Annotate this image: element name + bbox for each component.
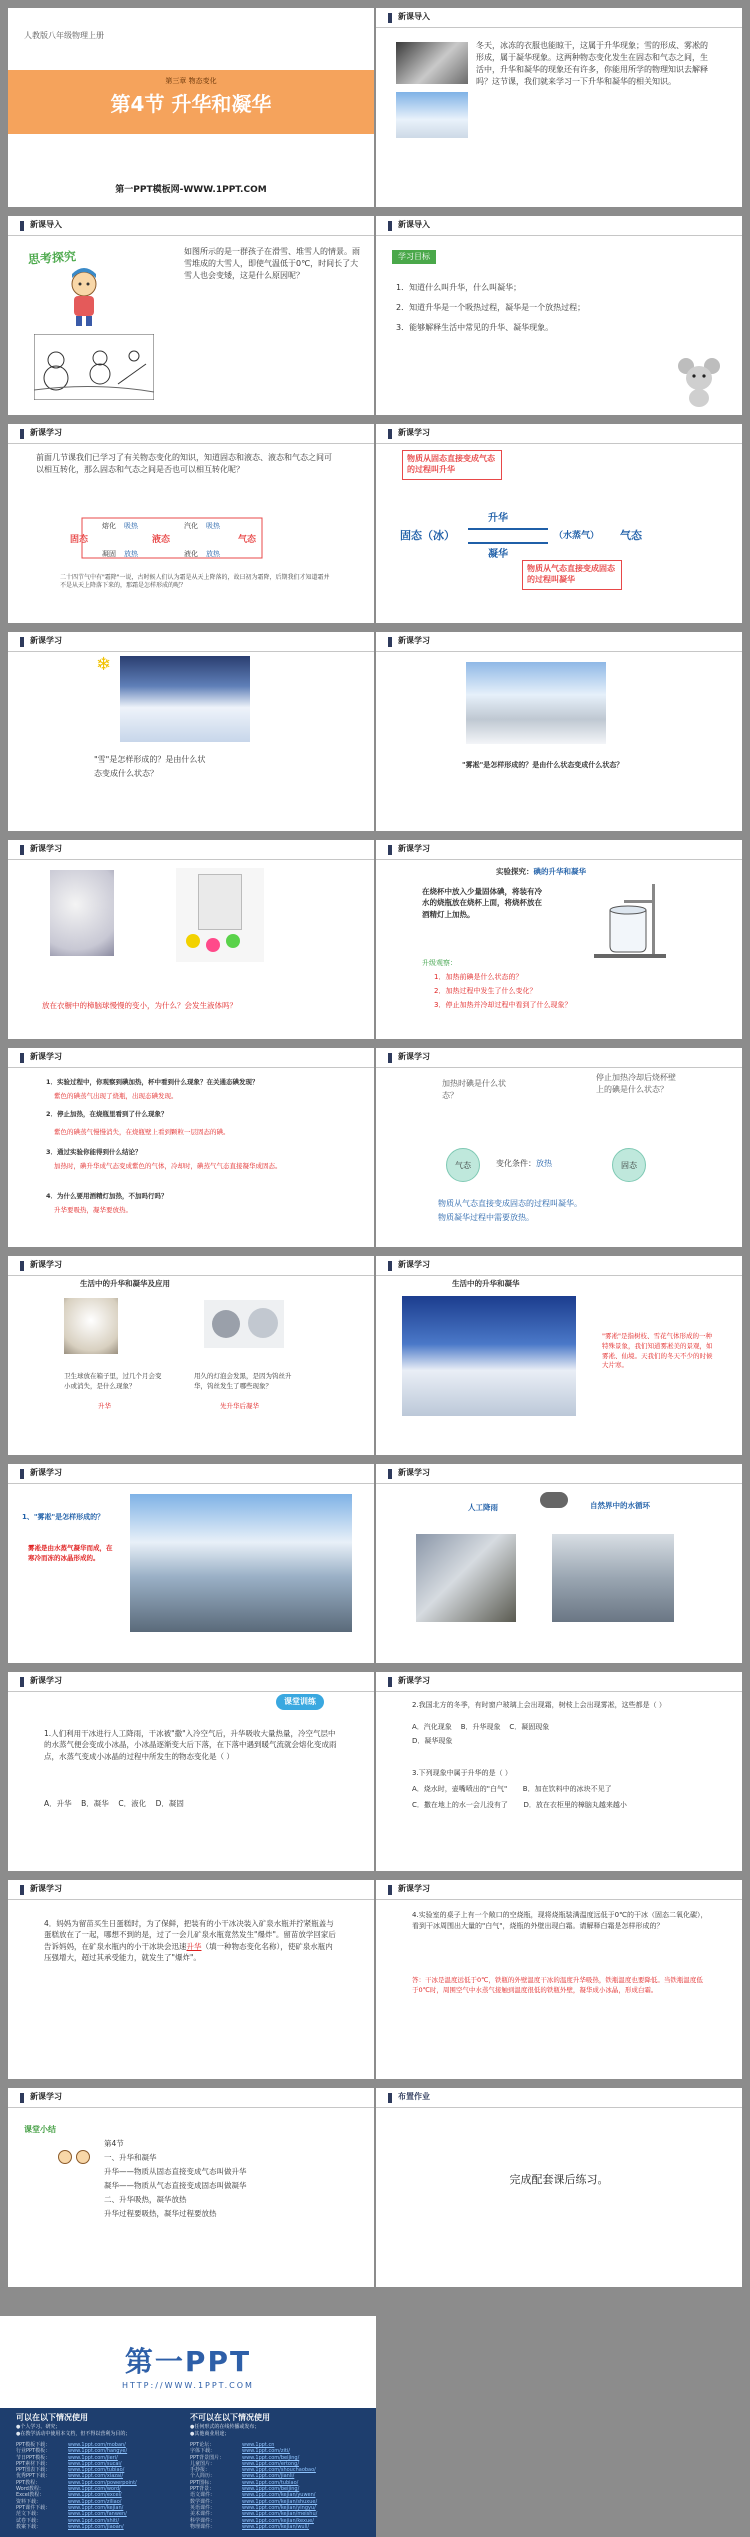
sublimation-arrow-label: 升华: [488, 513, 508, 524]
slide-header: 新课学习: [376, 1880, 742, 1900]
link-label: 试卷下载：: [16, 2517, 42, 2524]
link-url[interactable]: www.1ppt.com/tubiao/: [68, 2467, 125, 2474]
exp-q2: 2．停止加热，在烧瓶里看到了什么现象？: [46, 1110, 168, 1118]
homework-text: 完成配套课后练习。: [509, 2173, 609, 2186]
mothball-answer: 升华: [98, 1402, 111, 1410]
links-left-list: [16, 2442, 186, 2530]
rime-trees-photo: [402, 1296, 576, 1416]
snowman-text: 如图所示的是一群孩子在滑雪、堆雪人的情景。雨雪堆成的大雪人，即使气温低于0℃，时间长了大雪人也会变矮，这是什么原因呢？: [184, 247, 360, 280]
slide-header: 新课学习: [376, 1048, 742, 1068]
cartoon-kid-icon: [60, 268, 108, 328]
artificial-rain-label: 人工降雨: [468, 1503, 498, 1512]
goal-2: 2．知道升华是一个吸热过程，凝华是一个放热过程；: [396, 303, 586, 312]
can-use-line-1: ●个人学习、研究；: [16, 2424, 61, 2430]
exercise-3-options-a: A．烧水时，壶嘴喷出的"白气" B．加在饮料中的冰块不见了: [412, 1785, 612, 1793]
slide-copyright: [0, 2316, 376, 2537]
slide-header: 新课导入: [8, 216, 374, 236]
link-url[interactable]: www.1ppt.com/sucai/: [68, 2460, 122, 2467]
mothball-bag-photo: [50, 870, 114, 956]
iodine-apparatus: [584, 880, 674, 960]
link-url[interactable]: www.1ppt.com/shouchaobao/: [242, 2467, 316, 2474]
link-url[interactable]: www.1ppt.com/kejian/wuli/: [242, 2523, 310, 2530]
exp-q1: 1．实验过程中，你观察到碘加热，杯中看到什么现象？在关通态碘发现？: [46, 1078, 259, 1086]
link-row: [190, 2524, 370, 2530]
summary-line-1: 第4节: [104, 2139, 124, 2148]
snow-forest-photo: [120, 656, 250, 742]
slide-header: 新课学习: [8, 1256, 374, 1276]
summary-line-2: 一、升华和凝华: [104, 2153, 157, 2162]
link-label: 科学课件：: [190, 2517, 216, 2524]
link-url[interactable]: www.1ppt.com/kejian/yingyu/: [242, 2504, 316, 2511]
title-banner: [8, 70, 374, 134]
exercise-1-options: A．升华 B．凝华 C．液化 D．凝固: [44, 1799, 184, 1808]
slide-header: 布置作业: [376, 2088, 742, 2108]
link-url[interactable]: www.1ppt.cn: [242, 2442, 275, 2448]
solid-bubble: 固态: [612, 1148, 646, 1182]
link-url[interactable]: www.1ppt.com/kejian/shuxue/: [242, 2498, 318, 2505]
link-label: 优秀PPT下载：: [16, 2473, 51, 2480]
rime-river-photo: [130, 1494, 352, 1632]
mothball-question: 放在衣橱中的樟脑球慢慢的变小，为什么？会发生液体吗？: [42, 1001, 237, 1010]
liquefy-label: 液化: [184, 550, 198, 558]
exercise-2-text: 2.我国北方的冬季，有时窗户玻璃上会出现霜，树枝上会出现雾凇，这些都是（ ）: [412, 1701, 666, 1709]
usage-panel: [0, 2408, 376, 2537]
water-cycle-photo: [552, 1534, 674, 1622]
snow-question-1: "雪"是怎样形成的？是由什么状: [94, 755, 206, 764]
link-label: PPT素材下载：: [16, 2460, 51, 2467]
link-url[interactable]: www.1ppt.com/ziliao/: [68, 2498, 122, 2505]
links-right-list: [190, 2442, 370, 2530]
rime-question: "雾凇"是怎样形成的？是由什么状态变成什么状态？: [462, 761, 624, 769]
link-label: 美术课件：: [190, 2511, 216, 2518]
slide-definitions: [376, 424, 742, 623]
link-url[interactable]: www.1ppt.com/kejian/meishu/: [242, 2511, 318, 2518]
summary-line-4: 凝华——物质从气态直接变成固态叫做凝华: [104, 2181, 247, 2190]
slide-conclusion: [376, 1048, 742, 1247]
slide-mothball: [8, 840, 374, 1039]
arrow-left-icon: [468, 542, 548, 544]
grade-label: 人教版八年级物理上册: [24, 31, 104, 40]
intro-text: 冬天，冰冻的衣服也能晾干，这属于升华现象；雪的形成、雾凇的形成，属于凝华现象。这两种物态变化发生在固态和气态之间，生活中，升华和凝华的现象还有许多，你能用所学的物理知识去解释吗？这节课，我们就来学习一下升华和凝华的相关知识。: [476, 41, 708, 86]
exp-a1: 紫色的碘蒸气出现了烧瓶，出现态碘发现。: [54, 1092, 178, 1100]
cloud-icon: [540, 1492, 568, 1508]
slide-experiment-questions: [8, 1048, 374, 1247]
frost-tree-photo: [396, 92, 468, 138]
link-label: PPT课件下载：: [16, 2504, 51, 2511]
experiment-text: 在烧杯中放入少量固体碘，将装有冷水的烧瓶放在烧杯上面，将烧杯放在酒精灯上加热。: [422, 887, 542, 919]
slide-header: 新课学习: [8, 2088, 374, 2108]
think-label: 思考探究: [27, 249, 77, 267]
phase-diagram: [70, 512, 270, 564]
slide-header: 新课学习: [8, 424, 374, 444]
slide-header: 新课学习: [376, 1672, 742, 1692]
rime-q: 1、"雾凇"是怎样形成的？: [22, 1513, 105, 1521]
change-condition: 变化条件：放热: [496, 1159, 552, 1168]
exercise-2-options-b: D．凝华现象: [412, 1737, 453, 1745]
frost-note: 二十四节气中有"霜降"一说，古时候人们认为霜是从天上降落的，故曰初为霜降，后期我们才知道霜并不是从天上降落下来的，那霜是怎样形成的呢？: [60, 574, 330, 590]
link-label: PPT背景：: [190, 2486, 215, 2493]
absorb-label-2: 吸热: [206, 522, 220, 530]
slide-header: 新课学习: [8, 1672, 374, 1692]
summary-line-6: 升华过程要吸热，凝华过程要放热: [104, 2209, 217, 2218]
slide-header: 新课学习: [376, 1464, 742, 1484]
liquid-label: 液态: [152, 535, 171, 545]
link-url[interactable]: www.1ppt.com/jianli/: [242, 2473, 295, 2480]
exp-q3: 3．通过实验你能得到什么结论？: [46, 1148, 142, 1156]
slide-rain: [376, 1464, 742, 1663]
training-badge: 课堂训练: [276, 1694, 324, 1710]
slide-exercise-5: [376, 1880, 742, 2079]
slide-header: 新课学习: [8, 840, 374, 860]
freeze-label: 凝固: [102, 550, 116, 558]
link-url[interactable]: www.1ppt.com/beijing/: [242, 2486, 300, 2493]
summary-line-3: 升华——物质从固态直接变成气态叫做升华: [104, 2167, 247, 2176]
cannot-use-title: 不可以在以下情况使用: [190, 2413, 270, 2422]
release-label-2: 放热: [206, 550, 220, 558]
snow-question-2: 态变成什么状态？: [94, 769, 158, 778]
link-url[interactable]: www.1ppt.com/shiti/: [68, 2517, 120, 2524]
link-label: 语文课件：: [190, 2492, 216, 2499]
slide-exercise-2-3: [376, 1672, 742, 1871]
sublimation-callout: 物质从固态直接变成气态的过程叫升华: [402, 450, 502, 480]
link-url[interactable]: www.1ppt.com/ziti/: [242, 2448, 290, 2455]
slide-header: 新课学习: [376, 840, 742, 860]
observe-3: 3．停止加热并冷却过程中看到了什么现象？: [434, 1001, 572, 1009]
site-label: 第一PPT模板网-WWW.1PPT.COM: [115, 185, 267, 195]
slide-snow: [8, 632, 374, 831]
link-label: 节日PPT模板：: [16, 2454, 51, 2461]
link-label: 数学课件：: [190, 2498, 216, 2505]
slide-life-rime: [376, 1256, 742, 1455]
goal-1: 1．知道什么叫升华，什么叫凝华；: [396, 283, 522, 292]
bulb-answer: 先升华后凝华: [220, 1402, 259, 1410]
exp-a2: 紫色的碘蒸气慢慢消失，在烧瓶壁上看到颗粒一层固态的碘。: [54, 1128, 230, 1136]
rime-house-photo: [466, 662, 606, 744]
mothball-question: 卫生球放在箱子里，过几个月会变小或消失，是什么现象？: [64, 1372, 162, 1390]
link-url[interactable]: www.1ppt.com/word/: [68, 2486, 121, 2493]
slide-rime: [376, 632, 742, 831]
vapor-label: （水蒸气）: [554, 531, 600, 541]
slide-iodine-experiment: [376, 840, 742, 1039]
rocket-photo: [416, 1534, 516, 1622]
states-text: 前面几节课我们已学习了有关物态变化的知识，知道固态和液态、液态和气态之间可以相互转化，那么固态和气态之间是否也可以相互转化呢？: [36, 453, 332, 474]
summary-line-5: 二、升华吸热，凝华放热: [104, 2195, 187, 2204]
link-label: Excel教程：: [16, 2492, 45, 2499]
link-label: 资料下载：: [16, 2498, 42, 2505]
link-label: PPT论坛：: [190, 2442, 215, 2448]
exercise-1-text: 1.人们利用干冰进行人工降雨，干冰被"撒"入冷空气后，升华吸收大量热量，冷空气层中的水蒸气便会变成小冰晶，小冰晶逐渐变大后下落，在下落中遇到暖气流就会熔化变成雨点，水蒸气变成小冰晶的过程中所发生的物态变化是（ ）: [44, 1729, 337, 1761]
snowman-sketch: [34, 334, 154, 400]
exp-q4: 4．为什么要用酒精灯加热，不加吗行吗？: [46, 1192, 168, 1200]
can-use-title: 可以在以下情况使用: [16, 2413, 88, 2422]
life-rime-title: 生活中的升华和凝华: [452, 1279, 520, 1288]
link-url[interactable]: www.1ppt.com/kejian/yuwen/: [242, 2492, 316, 2499]
goal-tag: 学习目标: [392, 250, 436, 264]
slide-goals: [376, 216, 742, 415]
arrow-right-icon: [468, 528, 548, 530]
slide-life-applications: [8, 1256, 374, 1455]
logo-text: 第一PPT: [124, 2345, 252, 2378]
link-url[interactable]: www.1ppt.com/moban/: [68, 2442, 126, 2448]
exercise-4-text: 4．妈妈为留苗买生日蛋糕时，为了保鲜，把装有的小干冰决装入矿泉水瓶并拧紧瓶盖与蛋糕放在了一起，哪想不到的是，过了一会儿矿泉水瓶竟然发生"爆炸"。留苗放学回家后告诉妈妈，在矿泉水瓶内的小干冰块会迅速升华（填一种物态变化名称），使矿泉水瓶内压强增大，超过其承受能力，就发生了"爆炸"。: [44, 1919, 336, 1962]
experiment-label: 实验探究：碘的升华和凝华: [496, 867, 586, 876]
solid-label: 固态: [70, 535, 89, 545]
release-label-1: 放热: [124, 550, 138, 558]
slide-header: 新课学习: [8, 1048, 374, 1068]
slide-header: 新课学习: [8, 1880, 374, 1900]
mothball-box-photo: [64, 1298, 118, 1354]
heating-question: 加热时碘是什么状态？: [442, 1079, 506, 1100]
link-url[interactable]: www.1ppt.com/kejian/kexue/: [242, 2517, 314, 2524]
slide-header: 新课学习: [376, 632, 742, 652]
cooling-question: 停止加热冷却后烧杯壁上的碘是什么状态？: [596, 1073, 676, 1094]
link-url[interactable]: www.1ppt.com/jieri/: [68, 2454, 118, 2461]
slide-summary: [8, 2088, 374, 2287]
slide-header: 新课导入: [376, 8, 742, 28]
link-url[interactable]: www.1ppt.com/kejian/: [68, 2504, 124, 2511]
mouse-mascot-icon: [676, 356, 722, 408]
slide-header: 新课学习: [376, 424, 742, 444]
bulb-question: 用久的灯泡会发黑，是因为钨丝升华，钨丝发生了哪些现象？: [194, 1372, 292, 1390]
link-label: PPT教程：: [16, 2479, 41, 2486]
link-url[interactable]: www.1ppt.com/tubiao/: [242, 2479, 299, 2486]
frozen-clothes-photo: [396, 42, 468, 84]
slide-title: [8, 8, 374, 207]
slide-exercise-4: [8, 1880, 374, 2079]
vapor-label: 汽化: [184, 522, 198, 530]
link-url[interactable]: www.1ppt.com/hangye/: [68, 2448, 128, 2455]
slide-header: 新课学习: [8, 632, 374, 652]
exercise-5-text: 4.实验室的桌子上有一个敞口的空烧瓶，现将烧瓶装满温度远低于0℃的干冰（固态二氧化碳），看到干冰周围出大量的"白气"，烧瓶的外壁出现白霜。请解释白霜是怎样形成的？: [412, 1911, 708, 1930]
link-url[interactable]: www.1ppt.com/fanwen/: [68, 2511, 127, 2518]
summary-tag: 课堂小结: [24, 2125, 56, 2134]
gas-label: 气态: [620, 529, 642, 542]
deposition-callout: 物质从气态直接变成固态的过程叫凝华: [522, 560, 622, 590]
deposition-definition: 物质从气态直接变成固态的过程叫凝华。: [438, 1199, 582, 1208]
cannot-use-line-2: ●其他商业用途；: [190, 2431, 230, 2437]
link-url[interactable]: www.1ppt.com/excel/: [68, 2492, 122, 2499]
observe-1: 1．加热前碘是什么状态的？: [434, 973, 523, 981]
link-label: PPT图标：: [190, 2479, 215, 2486]
observe-2: 2．加热过程中发生了什么变化？: [434, 987, 537, 995]
link-label: 教案下载：: [16, 2523, 42, 2530]
solid-ice-label: 固态（冰）: [400, 529, 455, 542]
link-label: 手抄报：: [190, 2467, 211, 2474]
link-label: PPT图表下载：: [16, 2467, 51, 2474]
melt-label: 熔化: [102, 522, 116, 530]
lesson-title: 第4节 升华和凝华: [110, 92, 272, 116]
exp-a3: 加热时，碘升华成气态变成紫色的气体，冷却时，碘蒸气气态直接凝华成固态。: [54, 1162, 282, 1170]
slide-states: [8, 424, 374, 623]
gas-label: 气态: [238, 535, 257, 545]
life-title: 生活中的升华和凝华及应用: [80, 1279, 170, 1288]
slide-header: 新课学习: [8, 1464, 374, 1484]
slide-intro: [376, 8, 742, 207]
exercise-3-text: 3.下列现象中属于升华的是（ ）: [412, 1769, 512, 1777]
link-url[interactable]: www.1ppt.com/powerpoint/: [68, 2479, 137, 2486]
deposition-arrow-label: 凝华: [488, 549, 508, 560]
link-label: 字体下载：: [190, 2448, 216, 2455]
rime-a: 雾凇是由水蒸气凝华而成，在寒冷而冻的冰晶形成的。: [28, 1544, 113, 1562]
bulb-photo: [204, 1300, 284, 1348]
link-row: [16, 2524, 186, 2530]
cannot-use-line-1: ●任何形式的在线传播或发布；: [190, 2424, 260, 2430]
link-label: Word教程：: [16, 2486, 44, 2493]
link-url[interactable]: www.1ppt.com/beijing/: [242, 2454, 300, 2461]
link-label: PPT模板下载：: [16, 2442, 51, 2448]
logo-url[interactable]: HTTP://WWW.1PPT.COM: [122, 2381, 254, 2390]
link-url[interactable]: www.1ppt.com/jiaoan/: [68, 2523, 124, 2530]
slide-exercise-1: [8, 1672, 374, 1871]
exercise-5-answer: 答：干冰是温度远低于0℃，铁瓶的外壁温度干冰的温度升华吸热，铁瓶温度也要降低。当铁瓶温度低于0℃时，周围空气中水蒸气接触到温度很低的铁瓶外壁，凝华成小冰晶，形成白霜。: [412, 1976, 703, 1994]
exercise-3-options-b: C．撒在地上的水一会儿没有了 D．放在衣柜里的樟脑丸越来越小: [412, 1801, 627, 1809]
link-url[interactable]: www.1ppt.com/ertong/: [242, 2460, 300, 2467]
link-label: 范文下载：: [16, 2511, 42, 2518]
link-label: 个人简历：: [190, 2473, 216, 2480]
can-use-line-2: ●在教学活动中使用本文档，但不得以营利为目的；: [16, 2431, 131, 2437]
exercise-2-options-a: A．汽化现象 B．升华现象 C．凝固现象: [412, 1723, 550, 1731]
deposition-heat: 物质凝华过程中需要放热。: [438, 1213, 534, 1222]
link-label: 行业PPT模板：: [16, 2448, 51, 2455]
slide-rime-question: [8, 1464, 374, 1663]
slide-header: 新课学习: [376, 1256, 742, 1276]
slide-header: 新课导入: [376, 216, 742, 236]
slide-homework: [376, 2088, 742, 2287]
link-label: 物理课件：: [190, 2523, 216, 2530]
link-label: 英语课件：: [190, 2504, 216, 2511]
chapter-label: 第三章 物态变化: [165, 77, 217, 85]
snowflake-icon: ❄: [96, 654, 112, 675]
water-cycle-label: 自然界中的水循环: [590, 1501, 650, 1510]
rime-note: "雾凇"是指树枝、雪花气体形成的一种特殊景象，我们知道雾凇美的景观，如雾凇、仙境。天我们的冬天不少的时候大片寒。: [602, 1332, 713, 1370]
mothball-colored-photo: [176, 868, 264, 962]
slide-snowman: [8, 216, 374, 415]
observe-hint: 升级观察：: [422, 959, 457, 967]
absorb-label-1: 吸热: [124, 522, 138, 530]
goal-3: 3．能够解释生活中常见的升华、凝华现象。: [396, 323, 554, 332]
kids-icon: [58, 2150, 92, 2170]
link-label: 儿童图片：: [190, 2460, 216, 2467]
link-label: PPT背景图片：: [190, 2454, 225, 2461]
exp-a4: 升华要吸热，凝华要放热。: [54, 1206, 132, 1214]
link-url[interactable]: www.1ppt.com/xiazai/: [68, 2473, 124, 2480]
gas-bubble: 气态: [446, 1148, 480, 1182]
